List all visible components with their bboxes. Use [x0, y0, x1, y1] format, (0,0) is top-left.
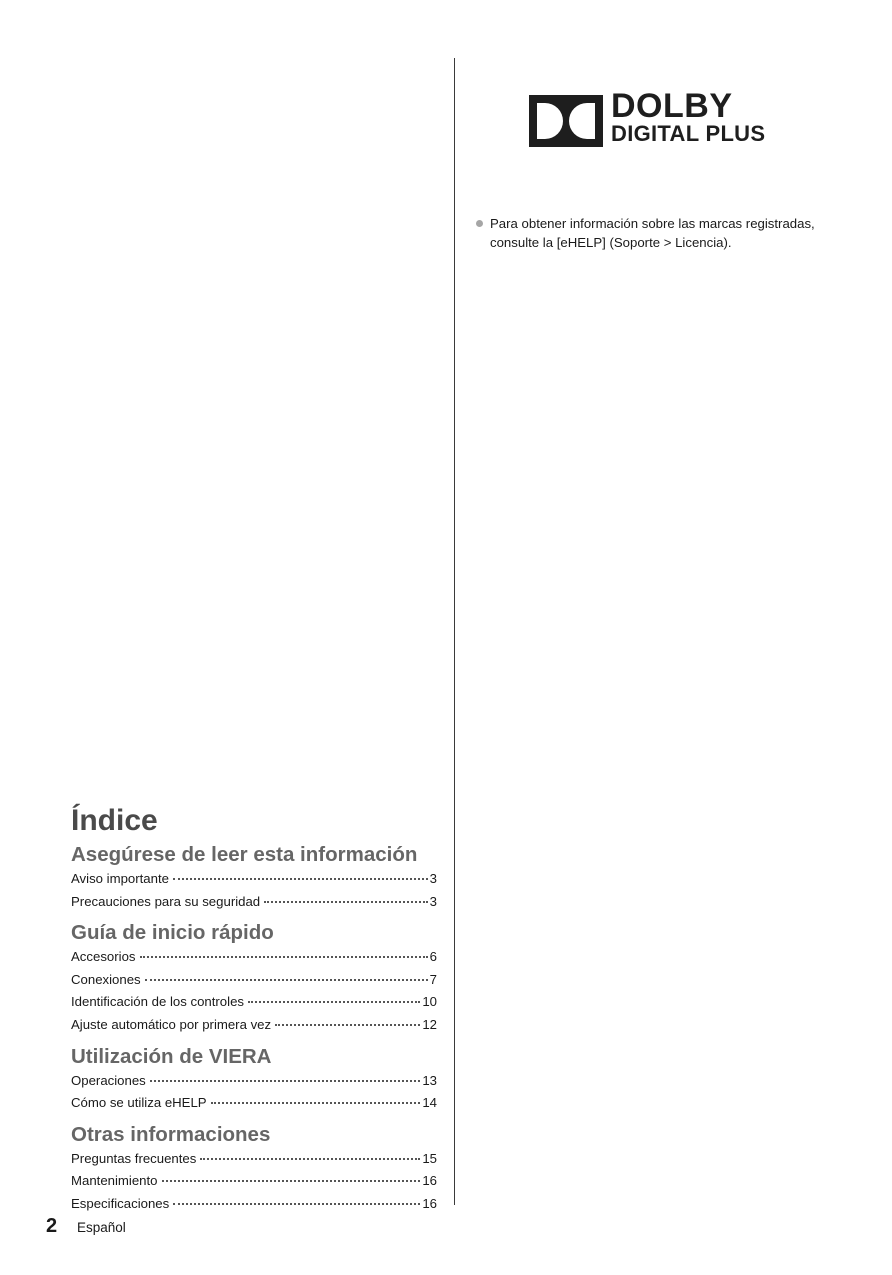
dot-leader [264, 900, 428, 903]
section-title: Utilización de VIERA [71, 1044, 272, 1068]
dolby-double-d-icon [529, 95, 603, 147]
dot-leader [150, 1079, 421, 1082]
dot-leader [211, 1101, 421, 1104]
toc-entry-label: Identificación de los controles [71, 994, 245, 1010]
toc-entry[interactable] [71, 1095, 437, 1118]
toc-entry[interactable] [71, 1073, 437, 1096]
dot-leader [200, 1157, 420, 1160]
dolby-digital-plus-logo [529, 87, 789, 147]
toc-entry-label: Accesorios [71, 949, 136, 965]
toc-entry-label: Precauciones para su seguridad [71, 893, 261, 909]
toc-entry-page: 15 [422, 1150, 437, 1166]
dot-leader [162, 1179, 421, 1182]
toc-entry-label: Ajuste automático por primera vez [71, 1016, 272, 1032]
toc-entry-label: Operaciones [71, 1072, 146, 1088]
table-of-contents [71, 802, 437, 1222]
toc-entry[interactable] [71, 894, 437, 917]
bullet-icon [476, 220, 483, 227]
section-title: Guía de inicio rápido [71, 921, 274, 945]
toc-entry[interactable] [71, 1196, 437, 1219]
toc-entry-page: 3 [429, 871, 437, 886]
page-number: 2 [46, 1215, 58, 1237]
toc-entry-label: Preguntas frecuentes [71, 1150, 197, 1166]
dot-leader [275, 1023, 420, 1026]
toc-entry-page: 16 [422, 1173, 437, 1189]
toc-entry-page: 14 [422, 1095, 437, 1111]
toc-entry[interactable] [71, 1151, 437, 1174]
toc-entry[interactable] [71, 972, 437, 995]
logo-line-2: DIGITAL PLUS [611, 121, 766, 146]
toc-entry[interactable] [71, 994, 437, 1017]
language-label: Español [77, 1220, 126, 1235]
toc-entry-label: Cómo se utiliza eHELP [71, 1095, 207, 1111]
toc-entry-page: 7 [429, 971, 437, 987]
toc-entry-label: Conexiones [71, 971, 141, 987]
dot-leader [248, 1000, 420, 1003]
dot-leader [173, 1202, 420, 1205]
toc-entry-page: 16 [422, 1195, 437, 1211]
toc-entry[interactable] [71, 949, 437, 972]
toc-entry-label: Mantenimiento [71, 1173, 158, 1189]
dot-leader [140, 955, 428, 958]
toc-entry[interactable] [71, 871, 437, 894]
section-title: Otras informaciones [71, 1122, 271, 1146]
toc-entry-page: 12 [422, 1016, 437, 1032]
toc-entry-page: 3 [429, 893, 437, 909]
section-title: Asegúrese de leer esta información [71, 843, 418, 866]
toc-entry[interactable] [71, 1173, 437, 1196]
toc-entry-page: 6 [429, 949, 437, 965]
column-divider [454, 58, 455, 1205]
logo-line-1: DOLBY [611, 87, 733, 125]
toc-entry-label: Especificaciones [71, 1195, 170, 1211]
dot-leader [145, 978, 428, 981]
trademark-note-text: Para obtener información sobre las marcas registradas, consulte la [eHELP] (Soporte > Licencia). [490, 216, 815, 250]
toc-entry-page: 10 [422, 994, 437, 1010]
dot-leader [173, 877, 428, 880]
toc-entry[interactable] [71, 1017, 437, 1040]
index-title: Índice [71, 804, 158, 837]
trademark-note [476, 214, 856, 252]
toc-entry-page: 13 [422, 1072, 437, 1088]
toc-entry-label: Aviso importante [71, 871, 169, 886]
